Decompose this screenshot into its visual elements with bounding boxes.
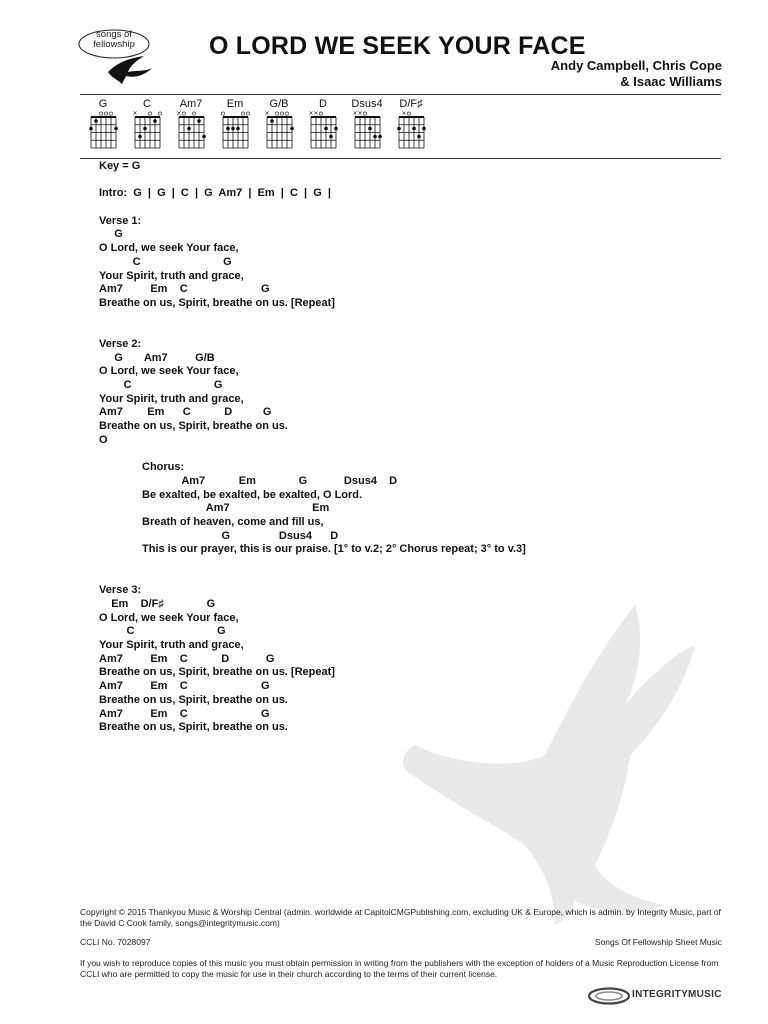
- chord-diagram-g: [86, 96, 120, 156]
- copyright-notice: Copyright © 2015 Thankyou Music & Worship Central (admin. worldwide at CapitolCMGPublishing.com, excluding UK & Europe, which is admin. by Integrity Music, part of the David C Cook family, songs@integritymusic.com): [80, 907, 721, 928]
- lyric-line: Breathe on us, Spirit, breathe on us.: [99, 420, 288, 433]
- verse-3-label: Verse 3:: [99, 584, 142, 597]
- intro-line: Intro: G | G | C | G Am7 | Em | C | G |: [99, 187, 331, 200]
- chord-name: C: [143, 98, 151, 110]
- logo-line-2: fellowship: [93, 39, 135, 50]
- integrity-ring-icon: [588, 987, 630, 1005]
- chord-line: Em D/F♯ G: [99, 598, 216, 610]
- authors-line-1: Andy Campbell, Chris Cope: [550, 58, 722, 73]
- fretboard-icon: [353, 110, 383, 150]
- fretboard-icon: [177, 110, 207, 150]
- source-label: Songs Of Fellowship Sheet Music: [594, 937, 722, 947]
- svg-text:×: ×: [176, 110, 182, 117]
- license-notice: If you wish to reproduce copies of this music you must obtain permission in writing from the publishers with the exception of holders of a Music Reproduction License from CCLI who are permitted to copy the music for use in their church according to the terms of their current license.: [80, 958, 719, 979]
- chord-diagram-d-over-f-sharp: [394, 96, 428, 156]
- chord-line: Am7 Em C D G: [99, 652, 275, 665]
- fretboard-icon: [89, 110, 119, 150]
- song-title: O LORD WE SEEK YOUR FACE: [209, 32, 586, 60]
- chord-line: Am7 Em C D G: [99, 406, 272, 419]
- lyric-line: Breath of heaven, come and fill us,: [142, 515, 324, 528]
- publisher-wordmark: INTEGRITYMUSIC: [632, 989, 722, 1000]
- chord-diagram-d: [306, 96, 340, 156]
- verse-2: [99, 352, 526, 448]
- svg-text:×: ×: [352, 110, 358, 117]
- chord-name: Dsus4: [351, 98, 383, 110]
- fretboard-icon: [221, 110, 251, 150]
- chord-line: G Dsus4 D: [142, 529, 339, 542]
- chord-diagram-am7: [174, 96, 208, 156]
- svg-text:×: ×: [264, 110, 270, 117]
- svg-text:×: ×: [357, 110, 363, 117]
- song-authors: [551, 58, 722, 90]
- lyric-line: O Lord, we seek Your face,: [99, 242, 239, 255]
- chord-diagram-c: [130, 96, 164, 156]
- chord-diagram-dsus4: [350, 96, 384, 156]
- chord-line: C G: [99, 625, 226, 638]
- verse-1: [99, 228, 526, 310]
- chord-line: C G: [99, 379, 223, 391]
- svg-text:×: ×: [132, 110, 138, 117]
- chord-diagram-em: [218, 96, 252, 156]
- chord-line: Am7 Em C G: [99, 680, 270, 693]
- chord-name: Em: [226, 98, 244, 110]
- fretboard-icon: [397, 110, 427, 150]
- lyric-line: Be exalted, be exalted, be exalted, O Lord.: [142, 488, 363, 501]
- fretboard-icon: [265, 110, 295, 150]
- verse-3: [99, 598, 526, 735]
- integrity-music-logo: [588, 986, 724, 1006]
- songs-of-fellowship-logo: [78, 28, 158, 90]
- chord-line: C G: [99, 255, 232, 268]
- lyric-line: Breathe on us, Spirit, breathe on us.: [99, 721, 288, 734]
- chord-diagram-g-over-b: [262, 96, 296, 156]
- chord-name: D/F♯: [399, 98, 423, 110]
- verse-2-label: Verse 2:: [99, 337, 142, 350]
- lyric-line: Breathe on us, Spirit, breathe on us. [Repeat]: [99, 296, 335, 309]
- lyric-line: O Lord, we seek Your face,: [99, 611, 239, 624]
- chorus-label: Chorus:: [142, 461, 185, 474]
- svg-text:×: ×: [401, 110, 407, 117]
- chord-line: Am7 Em G Dsus4 D: [142, 474, 398, 487]
- lyric-line: O Lord, we seek Your face,: [99, 365, 239, 378]
- chord-line: G: [99, 228, 123, 241]
- fretboard-icon: [133, 110, 163, 150]
- lyric-line: Your Spirit, truth and grace,: [99, 639, 244, 652]
- lyric-line: Your Spirit, truth and grace,: [99, 392, 244, 405]
- logo-line-1: songs of: [96, 29, 132, 40]
- key-line: Key = G: [99, 160, 141, 172]
- chord-name: G/B: [269, 98, 289, 110]
- chorus: [142, 461, 526, 557]
- lyric-line: Your Spirit, truth and grace,: [99, 269, 244, 282]
- chord-name: G: [98, 98, 108, 110]
- chords-rule: [80, 158, 721, 159]
- lyric-line: O: [99, 433, 108, 446]
- authors-line-2: & Isaac Williams: [620, 74, 722, 89]
- fretboard-icon: [309, 110, 339, 150]
- verse-1-label: Verse 1:: [99, 214, 142, 227]
- lyric-line: Breathe on us, Spirit, breathe on us. [Repeat]: [99, 666, 335, 679]
- song-body: [99, 160, 526, 735]
- chord-name: D: [319, 98, 327, 110]
- lyric-line: This is our prayer, this is our praise. [1° to v.2; 2° Chorus repeat; 3° to v.3]: [142, 543, 526, 556]
- chord-name: Am7: [179, 98, 203, 110]
- chord-line: Am7 Em C G: [99, 707, 270, 720]
- lyric-line: Breathe on us, Spirit, breathe on us.: [99, 693, 288, 706]
- ccli-number: CCLI No. 7028097: [80, 937, 151, 947]
- svg-text:×: ×: [308, 110, 314, 117]
- chord-diagrams: [80, 96, 721, 156]
- top-rule: [80, 94, 721, 95]
- chord-line: Am7 Em: [142, 502, 330, 515]
- chord-line: Am7 Em C G: [99, 283, 270, 296]
- svg-text:×: ×: [313, 110, 319, 117]
- chord-line: G Am7 G/B: [99, 351, 215, 364]
